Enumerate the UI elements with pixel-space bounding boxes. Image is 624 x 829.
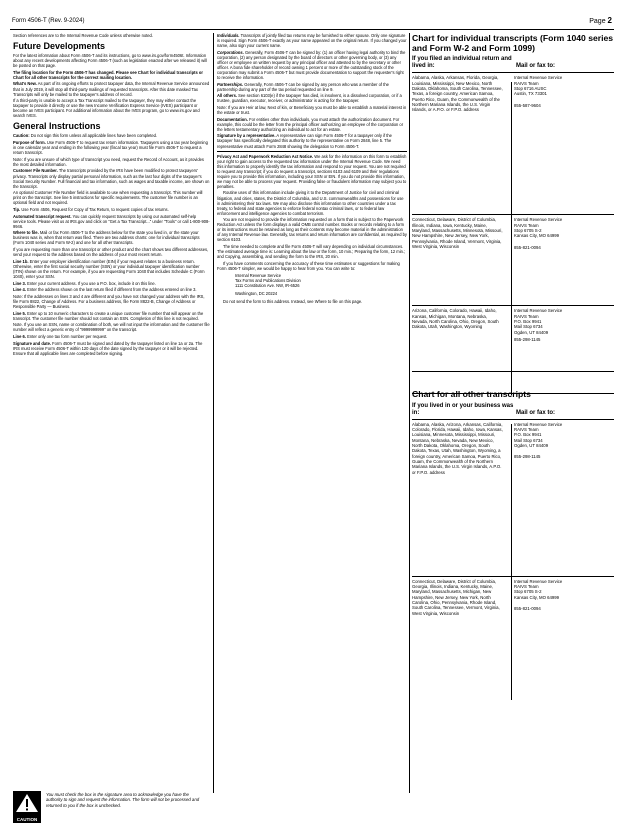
- address-line: Kansas City, MO 64999: [514, 594, 560, 600]
- chart1-column-divider: [511, 82, 512, 395]
- caution-box-text: You must check the box in the signature area to acknowledge you have the authority to sign and request the information. The form will not be processed and returned to you if the box is unchecked.: [46, 792, 200, 808]
- heading-general-instructions: General Instructions: [13, 121, 101, 132]
- whats-new-paragraph-2: If a third-party is unable to accept a Tax Transcript mailed to the taxpayer, they may either contact the taxpayer to provide it directly or use the new Income Verification Express Service (IVES) participant or become an IVES participant. For additional information about the IVES program, go to www.irs.gov and search IVES.: [13, 98, 200, 119]
- line3-text: Enter your current address. If you use a P.O. box, include it on this line.: [25, 280, 156, 286]
- address-line: Stop 6705 S-2: [514, 227, 542, 233]
- chart-other-transcripts: [412, 390, 614, 683]
- line6-text: Enter only one tax form number per request.: [25, 333, 108, 339]
- address-line: Ogden, UT 84409: [514, 329, 549, 335]
- line1b-lead: Line 1b.: [13, 258, 29, 264]
- corporations-lead: Corporations.: [217, 49, 244, 55]
- row-states: Connecticut, Delaware, District of Columbia, Georgia, Illinois, Indiana, Kentucky, Maine, Maryland, Massachusetts, Michigan, New Hampshire, New Jersey, New York, North Carolina, Ohio, Pennsylvania, Rhode Island, South Carolina, Tennessee, Vermont, Virginia, West Virginia, Wisconsin: [412, 578, 500, 616]
- row-address: [510, 75, 614, 211]
- where-para: [13, 230, 210, 245]
- corporations-text: Generally, Form 4506-T can be signed by: (1) an officer having legal authority to bind the corporation, (2) any person designated by the board of directors or other governing body, or (3) any officer or employee on written request by any principal officer and attested to by the secretary or other officer. A bona fide shareholder of record owning 1 percent or more of the outstanding stock of the corporation may submit a Form 4506-T but must provide documentation to support the requester's right to receive the information.: [217, 49, 406, 80]
- page-number: [589, 16, 612, 25]
- row-address: [510, 579, 614, 680]
- where-text: Mail or fax Form 4506-T to the address below for the state you lived in, or the state your business was in, when that return was filed. There are two address charts: one for individual transcripts (Form 1040 series and Form W-2) and one for all other transcripts.: [13, 230, 200, 246]
- fax-number: 855-821-0094: [514, 605, 541, 611]
- purpose-para: [13, 140, 210, 155]
- chart-individual-head-location: If you filed an individual return and lived in:: [412, 56, 512, 70]
- note-heir: Note: If you are Heir at law, Next of kin, or Beneficiary you must be able to establish a material interest in the estate or trust.: [217, 104, 407, 116]
- privacy-lead: Privacy Act and Paperwork Reduction Act Notice.: [217, 153, 314, 159]
- caution-box: [13, 791, 210, 823]
- line3-para: [13, 281, 210, 286]
- partnerships-text: Generally, Form 4506-T can be signed by any person who was a member of the partnership during any part of the tax period requested on line 9.: [217, 81, 389, 92]
- chart-other-head-mail: Mail or fax to:: [516, 409, 556, 416]
- address-line: RAIVS Team: [514, 426, 539, 432]
- page-header: [10, 16, 614, 28]
- line4-para: [13, 287, 210, 292]
- cfn-lead: Customer File Number.: [13, 168, 58, 174]
- row-address: [510, 217, 614, 302]
- table-row: [412, 306, 614, 372]
- table-row: [412, 73, 614, 215]
- address-line: Stop 6705 S-2: [514, 589, 542, 595]
- chart2-column-divider: [511, 424, 512, 700]
- privacy-paragraph-3: You are not required to provide the information requested on a form that is subject to the Paperwork Reduction Act unless the form displays a valid OMB control number. Books or records relating to a form or its instructions must be retained as long as their contents may become material in the administration of any Internal Revenue law. Generally, tax returns and return information are confidential, as required by section 6103.: [217, 217, 407, 243]
- address-line: Austin, TX 73301: [514, 91, 547, 97]
- privacy-text: We ask for the information on this form to establish your right to gain access to the requested tax information under the Internal Revenue Code. We need this information to properly identify the tax information and respond to your request. You are not required to request any transcript; if you do request a transcript, sections 6103 and 6109 and their regulations require you to provide this information, including your SSN or EIN. If you do not provide this information, we may not be able to process your request. Providing false or fraudulent information may subject you to penalties.: [217, 153, 407, 189]
- address-line: P.O. Box 9941: [514, 318, 542, 324]
- address-line: Internal Revenue Service: [514, 217, 563, 223]
- individuals-para: [217, 33, 407, 48]
- warning-triangle-icon: [15, 793, 39, 813]
- where-paragraph-2: If you are requesting more than one transcript or other product and the chart shows two different addresses, send your request to the address based on the address of your most recent return.: [13, 247, 209, 258]
- line5-text: Enter up to 10 numeric characters to create a unique customer file number that will appear on the transcript. The customer file number should not contain an SSN. Completion of this line is not required.: [13, 310, 204, 321]
- address-line-3: 1111 Constitution Ave. NW, IR-6526: [235, 283, 300, 289]
- fax-number: 855-298-1145: [514, 454, 541, 460]
- auto-lead: Automated transcript request.: [13, 213, 72, 219]
- fax-number: 855-821-0094: [514, 244, 541, 250]
- table-row: [412, 577, 614, 683]
- address-line: Internal Revenue Service: [514, 308, 563, 314]
- chart-individual-title: Chart for individual transcripts (Form 1040 series and Form W-2 and Form 1099): [412, 33, 614, 53]
- caution-para: [13, 133, 210, 138]
- address-line: P.O. Box 9941: [514, 432, 542, 438]
- future-paragraph-1: For the latest information about Form 4506-T and its instructions, go to www.irs.gov/form4506t. Information about any recent developments affecting Form 4506-T (such as legislation enacted after we released it) will be posted on that page.: [13, 53, 207, 69]
- row-address: [510, 422, 614, 573]
- signature-para: [13, 341, 210, 356]
- all-others-text: See section 6103(e) if the taxpayer has died, is insolvent, is a dissolved corporation, or if a trustee, guardian, executor, receiver, or administrator is acting for the taxpayer.: [217, 93, 402, 104]
- row-states: Alabama, Alaska, Arizona, Arkansas, California, Colorado, Florida, Hawaii, Idaho, Iowa, Kansas, Louisiana, Minnesota, Mississippi, Missouri, Montana, Nebraska, Nevada, New Mexico, North Dakota, Oklahoma, Oregon, South Dakota, Texas, Utah, Washington, Wyoming, a foreign country, American Samoa, Puerto Rico, Guam, the Commonwealth of the Northern Mariana Islands, the U.S. Virgin Islands, A.P.O. or F.P.O. address: [412, 421, 503, 475]
- caution-lead: Caution:: [13, 133, 30, 139]
- line1b-text: Enter your employer identification number (EIN) if your request relates to a business return. Otherwise, enter the first social security number (SSN) or your individual taxpayer identification number (ITIN) shown on the return. For example, if you are requesting Form 1040 that includes Schedule C (Form 1040), enter your SSN.: [13, 258, 205, 279]
- purpose-lead: Purpose of form.: [13, 140, 46, 146]
- signature-text: Form 4506-T must be signed and dated by the taxpayer listed on line 1a or 2a. The IRS must receive Form 4506-T within 120 days of the date signed by the taxpayer or it will be rejected. Ensure that all applicable lines are completed before signing.: [13, 340, 203, 356]
- auto-para: [13, 214, 210, 229]
- address-line: RAIVS Team: [514, 80, 539, 86]
- whats-new-text: As part of its ongoing efforts to protect taxpayer data, the Internal Revenue Service announced that in July 2019, it will stop all third-party mailings of requested transcripts. After this date masked Tax Transcripts will only be mailed to the taxpayer's address of record.: [13, 81, 210, 97]
- column-divider-1: [213, 33, 214, 793]
- line4-text: Enter the address shown on the last return filed if different from the address entered on line 3.: [25, 287, 197, 293]
- chart-other-title: Chart for all other transcripts: [412, 389, 531, 399]
- caution-icon-label: CAUTION: [16, 817, 38, 822]
- future-paragraph-2: The filing location for the Form 4506-T has changed. Please see Chart for individual transcripts or Chart for all other transcripts for the correct mailing location.: [13, 69, 203, 80]
- line1b-para: [13, 259, 210, 279]
- whats-new-lead: What's New.: [13, 81, 37, 87]
- privacy-paragraph-4: The time needed to complete and file Form 4506-T will vary depending on individual circumstances. The estimated average time is: Learning about the law or the form, 10 min.; Preparing the form, 12 min.; and Copying, assembling, and sending the form to the IRS, 20 min.: [217, 244, 406, 260]
- address-line: Ogden, UT 84409: [514, 442, 549, 448]
- caution-text: Do not sign this form unless all applicable lines have been completed.: [29, 133, 158, 139]
- address-line: Mail Stop 6734: [514, 324, 543, 330]
- address-line: Internal Revenue Service: [514, 578, 563, 584]
- all-others-lead: All others.: [217, 93, 238, 99]
- address-line: Stop 6716 AUSC: [514, 85, 547, 91]
- individuals-lead: Individuals.: [217, 33, 240, 38]
- page-number-value: 2: [607, 16, 612, 25]
- documentation-lead: Documentation.: [217, 116, 248, 122]
- tip-text: Use Form 4506, Request for Copy of Tax Return, to request copies of tax returns.: [20, 206, 169, 212]
- chart-individual-transcripts: [412, 34, 614, 372]
- row-states: Arizona, California, Colorado, Hawaii, Idaho, Kansas, Michigan, Montana, Nebraska, Nevada, North Carolina, Ohio, Oregon, South Dakota, Utah, Washington, Wyoming: [412, 308, 499, 330]
- partnerships-lead: Partnerships.: [217, 81, 244, 87]
- address-line-2: Tax Forms and Publications Division: [235, 278, 301, 283]
- address-line-4: Washington, DC 20224: [235, 291, 278, 297]
- documentation-text: For entities other than individuals, you must attach the authorization document. For example, this could be the letter from the principal officer authorizing an employee of the corporation or the letters testamentary authorizing an individual to act for an estate.: [217, 116, 404, 132]
- note-3: Note. If you use an SSN, name or combination of both, we will not input the information and the customer file number will reflect a generic entry of "9999999999" on the transcript.: [13, 322, 210, 333]
- cfn-text: The transcripts provided by the IRS have been modified to protect taxpayers' privacy. Transcripts only display partial personal information, such as the last four digits of the taxpayer's Social Security Number. Full financial and tax information, such as wages and taxable income, are shown on the transcript.: [13, 168, 210, 189]
- address-note: Do not send the form to this address. Instead, see Where to file on this page.: [223, 299, 363, 305]
- line3-lead: Line 3.: [13, 280, 26, 286]
- address-line: Internal Revenue Service: [514, 421, 563, 427]
- caution-icon: [13, 791, 41, 823]
- privacy-paragraph-2: Routine uses of this information include giving it to the Department of Justice for civil and criminal litigation, and cities, states, the District of Columbia, and U.S. commonwealths and possessions for use in administering their tax laws. We may also disclose this information to other countries under a tax treaty, to federal and state agencies to enforce federal nontax criminal laws, or to federal law enforcement and intelligence agencies to combat terrorism.: [217, 190, 404, 216]
- address-line: RAIVS Team: [514, 583, 539, 589]
- documentation-para: [217, 117, 407, 132]
- row-states: Alabama, Alaska, Arkansas, Florida, Georgia, Louisiana, Mississippi, New Mexico, North Dakota, Oklahoma, South Carolina, Tennessee, Texas, a foreign country, American Samoa, Puerto Rico, Guam, the Commonwealth of the Northern Mariana Islands, the U.S. Virgin Islands, or A.P.O. or F.P.O. address: [412, 75, 503, 113]
- address-line: RAIVS Team: [514, 313, 539, 319]
- line6-para: [13, 334, 210, 339]
- all-others-para: [217, 93, 407, 103]
- address-line-1: Internal Revenue Service: [235, 272, 281, 278]
- chart-individual-head-mail: Mail or fax to:: [516, 63, 556, 70]
- header-rule: [10, 29, 614, 30]
- intro-text: Section references are to the Internal Revenue Code unless otherwise noted.: [13, 33, 153, 38]
- chart-individual-header: [412, 56, 614, 73]
- privacy-para: [217, 154, 407, 189]
- table-row: [412, 215, 614, 306]
- signature-rep-para: [217, 133, 407, 148]
- page-label: Page: [589, 18, 606, 25]
- individuals-text: Transcripts of jointly filed tax returns may be furnished to either spouse. Only one signature is required. Sign Form 4506-T exactly as your name appeared on the original return. If you changed your name, also sign your current name.: [217, 33, 407, 49]
- row-states: Connecticut, Delaware, District of Columbia, Illinois, Indiana, Iowa, Kentucky, Maine, Maryland, Massachusetts, Minnesota, Missouri, New Hampshire, New Jersey, New York, Pennsylvania, Rhode Island, Vermont, Virginia, West Virginia, Wisconsin: [412, 217, 503, 249]
- chart-other-header: [412, 403, 614, 420]
- section-rule: [217, 151, 407, 152]
- whats-new: [13, 81, 210, 96]
- where-lead: Where to file.: [13, 230, 39, 236]
- column-middle: [217, 33, 407, 793]
- heading-future-developments: Future Developments: [13, 41, 106, 52]
- column-divider-2: [409, 33, 410, 793]
- note-2: Note: If the addresses on lines 3 and 4 are different and you have not changed your address with the IRS, file Form 8822, Change of Address. For a business address, file Form 8822-B, Change of Address or Responsible Party — Business.: [13, 293, 205, 309]
- tip-lead: Tip.: [13, 206, 21, 212]
- address-line: RAIVS Team: [514, 222, 539, 228]
- line6-lead: Line 6.: [13, 333, 26, 339]
- row-address: [510, 308, 614, 368]
- chart-other-head-location: If you lived in or your business was in:: [412, 402, 514, 416]
- purpose-text: Use Form 4506-T to request tax return information. Taxpayers using a tax year beginning in one calendar year and ending in the following year (fiscal tax year) must file Form 4506-T to request a return transcript.: [13, 140, 208, 156]
- cfn-para: [13, 168, 210, 188]
- signature-lead: Signature and date.: [13, 340, 51, 346]
- tip-para: [13, 207, 210, 212]
- signature-rep-lead: Signature by a representative.: [217, 133, 276, 139]
- fax-number: 855-298-1145: [514, 336, 541, 342]
- address-line: Kansas City, MO 64999: [514, 233, 560, 239]
- fax-number: 855-587-9604: [514, 102, 541, 108]
- corporations-para: [217, 50, 407, 80]
- column-left: [13, 33, 210, 793]
- irs-address: [235, 273, 407, 296]
- line5-para: [13, 311, 210, 321]
- cfn-paragraph-2: An optional Customer File Number field is available to use when requesting a transcript. This number will print on the transcript. See line 5 instructions for specific requirements. The customer file number is an optional field and not required.: [13, 190, 203, 206]
- address-line: Mail Stop 6734: [514, 437, 543, 443]
- form-id: Form 4506-T (Rev. 9-2024): [12, 18, 85, 24]
- line4-lead: Line 4.: [13, 287, 26, 293]
- partnerships-para: [217, 82, 407, 92]
- address-line: Internal Revenue Service: [514, 75, 563, 81]
- table-row: [412, 420, 614, 577]
- note-1: Note: If you are unsure of which type of transcript you need, request the Record of Account, as it provides the most detailed information.: [13, 156, 204, 167]
- privacy-paragraph-5: If you have comments concerning the accuracy of these time estimates or suggestions for making Form 4506-T simpler, we would be happy to hear from you. You can write to:: [217, 260, 400, 271]
- signature-rep-text: A representative can sign Form 4506-T for a taxpayer only if the taxpayer has specifically delegated this authority to the representative on Form 2848, line 5. The representative must attach Form 2848 showing the delegation to Form 4506-T.: [217, 133, 392, 149]
- chart-separator: [412, 393, 614, 394]
- line5-lead: Line 5.: [13, 310, 26, 316]
- auto-text: You can quickly request transcripts by using our automated self-help service tools. Please visit us at IRS.gov and click on "Get a Tax Transcript..." under "Tools" or call 1-800-908-9946.: [13, 213, 210, 229]
